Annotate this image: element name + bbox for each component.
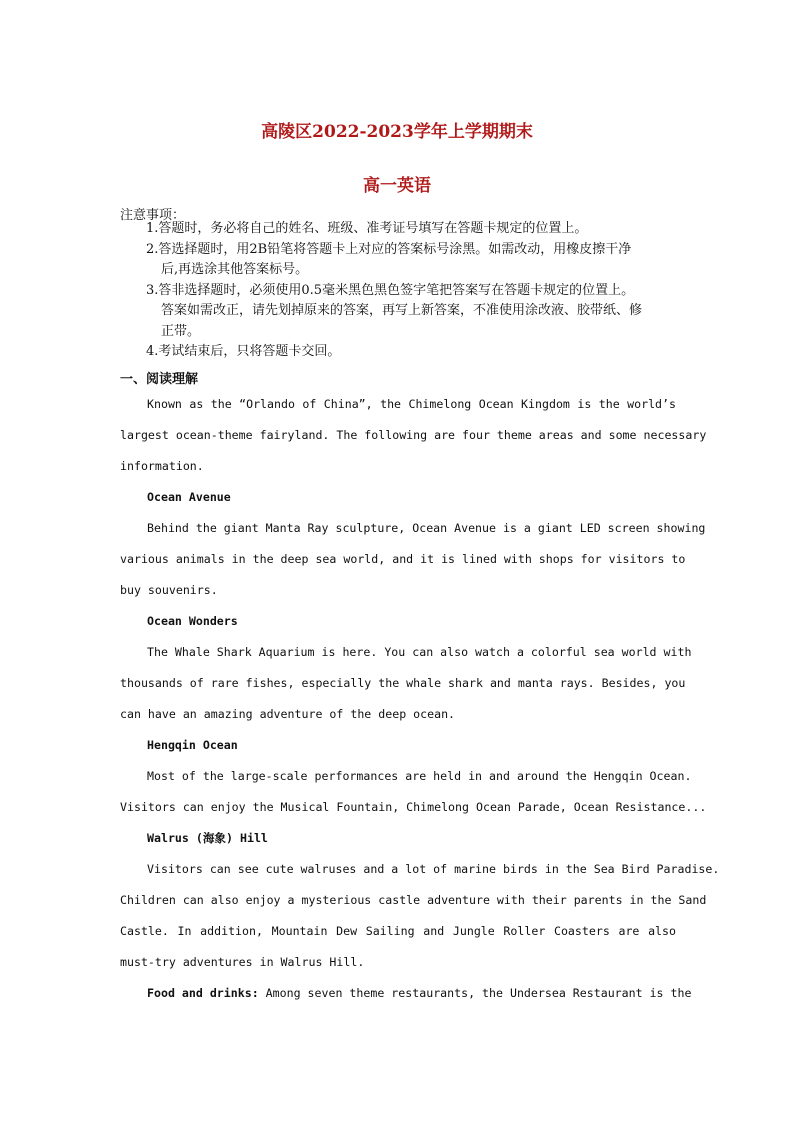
passage-line: various animals in the deep sea world, and it is lined with shops for visitors to — [120, 552, 686, 566]
area-heading-hengqin-ocean: Hengqin Ocean — [147, 738, 238, 752]
passage-line: Visitors can see cute walruses and a lot of marine birds in the Sea Bird Paradise. — [147, 862, 720, 876]
exam-title: 高陵区2022-2023学年上学期期末 — [261, 122, 533, 142]
section-heading: 一、阅读理解 — [120, 372, 199, 387]
passage-line: thousands of rare fishes, especially the whale shark and manta rays. Besides, you — [120, 676, 686, 690]
note-item — [146, 281, 686, 343]
note-line: 正带。 — [161, 323, 201, 339]
note-line: 1.答题时，务必将自己的姓名、班级、准考证号填写在答题卡规定的位置上。 — [146, 221, 588, 236]
passage-line: Castle. In addition, Mountain Dew Sailing and Jungle Roller Coasters are also — [120, 924, 676, 938]
passage-line: Most of the large-scale performances are held in and around the Hengqin Ocean. — [147, 769, 692, 783]
passage-line: Children can also enjoy a mysterious castle adventure with their parents in the Sand — [120, 893, 707, 907]
note-item — [146, 219, 686, 240]
passage-line: largest ocean-theme fairyland. The following are four theme areas and some necessary — [120, 428, 707, 442]
note-line: 4.考试结束后，只将答题卡交回。 — [146, 344, 341, 359]
note-line: 答案如需改正，请先划掉原来的答案，再写上新答案，不准使用涂改液、胶带纸、修 — [161, 303, 643, 318]
passage-line: Visitors can enjoy the Musical Fountain, Chimelong Ocean Parade, Ocean Resistance... — [120, 800, 707, 814]
food-drinks-label: Food and drinks: — [147, 986, 259, 1000]
note-line: 3.答非选择题时，必须使用0.5毫米黑色黑色签字笔把答案写在答题卡规定的位置上。 — [146, 282, 635, 298]
note-line: 2.答选择题时，用2B铅笔将答题卡上对应的答案标号涂黑。如需改动，用橡皮擦干净 — [146, 241, 632, 257]
note-item — [146, 342, 686, 363]
passage-line: information. — [120, 459, 204, 473]
notes-heading: 注意事项： — [120, 208, 186, 223]
food-drinks-line — [120, 978, 692, 1009]
area-heading-ocean-wonders: Ocean Wonders — [147, 614, 238, 628]
exam-subject: 高一英语 — [363, 176, 431, 196]
area-heading-ocean-avenue: Ocean Avenue — [147, 490, 231, 504]
passage-line: must-try adventures in Walrus Hill. — [120, 955, 365, 969]
passage-line: Known as the “Orlando of China”, the Chimelong Ocean Kingdom is the world’s — [147, 397, 676, 411]
food-drinks-text: Among seven theme restaurants, the Undersea Restaurant is the — [258, 986, 692, 1000]
reading-passage — [120, 389, 720, 1009]
passage-line: The Whale Shark Aquarium is here. You can also watch a colorful sea world with — [147, 645, 692, 659]
note-line: 后,再选涂其他答案标号。 — [161, 262, 309, 277]
passage-line: buy souvenirs. — [120, 583, 218, 597]
note-item — [146, 240, 686, 281]
passage-line: can have an amazing adventure of the deep ocean. — [120, 707, 456, 721]
notes-list — [146, 219, 686, 363]
area-heading-walrus-hill: Walrus (海象) Hill — [147, 831, 268, 845]
passage-line: Behind the giant Manta Ray sculpture, Ocean Avenue is a giant LED screen showing — [147, 521, 706, 535]
